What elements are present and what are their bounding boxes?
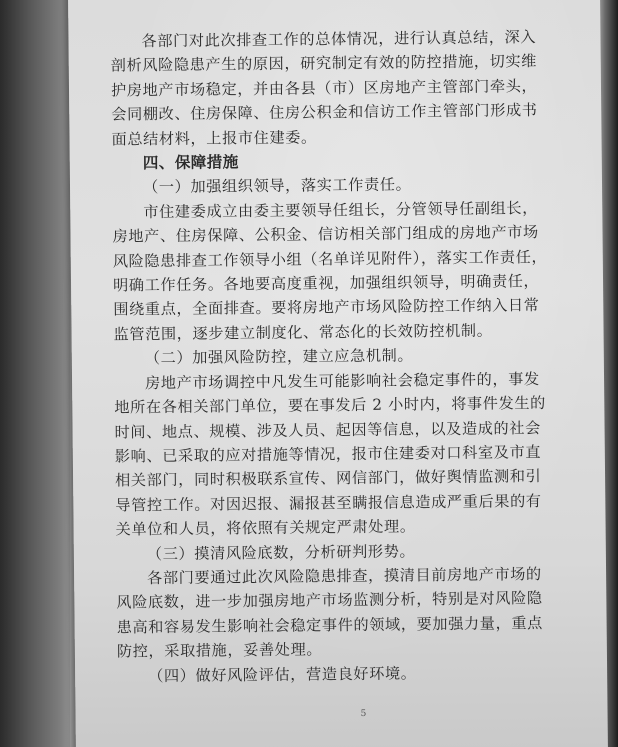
text-line: （一）加强组织领导，落实工作责任。 bbox=[142, 175, 412, 197]
text-line: 防控，采取措施，妥善处理。 bbox=[116, 640, 323, 661]
text-line: 围绕重点，全面排查。要将房地产市场风险防控工作纳入日常 bbox=[113, 296, 540, 320]
paragraph-summary bbox=[110, 25, 551, 152]
paragraph-risk-analysis bbox=[116, 562, 557, 664]
paragraph-organization bbox=[112, 196, 554, 347]
text-line: （四）做好风险评估，营造良好环境。 bbox=[148, 663, 417, 685]
paragraph-emergency bbox=[114, 367, 556, 542]
text-line: 市住建委成立由委主要领导任组长，分管领导任副组长， bbox=[143, 198, 539, 222]
text-line: 房地产、住房保障、公积金、信访相关部门组成的房地产市场 bbox=[112, 223, 539, 246]
text-line: 面总结材料，上报市住建委。 bbox=[111, 128, 317, 149]
page-number: 5 bbox=[360, 708, 367, 719]
document-body bbox=[110, 25, 557, 689]
text-line: 剖析风险隐患产生的原因，研究制定有效的防控措施，切实维 bbox=[110, 52, 538, 75]
text-line: 明确工作任务。各地要高度重视，加强组织领导，明确责任， bbox=[112, 272, 540, 295]
text-line: 监管范围，逐步建立制度化、常态化的长效防控机制。 bbox=[113, 321, 493, 344]
text-line: 影响、已采取的应对措施等情况，报市住建委对口科室及市直 bbox=[114, 442, 542, 466]
text-line: 导管控工作。对因迟报、漏报甚至瞒报信息造成严重后果的有 bbox=[115, 491, 542, 515]
text-line: 各部门要通过此次风险隐患排查，摸清目前房地产市场的 bbox=[147, 565, 542, 588]
text-line: 患高和容易发生影响社会稳定事件的领域，要加强力量，重点 bbox=[116, 613, 543, 637]
text-line: 会同棚改、住房保障、住房公积金和信访工作主管部门形成书 bbox=[111, 101, 538, 124]
paper-sheet bbox=[68, 0, 608, 747]
text-line: 护房地产市场稳定，并由各县（市）区房地产主管部门牵头， bbox=[110, 76, 538, 100]
text-line: 风险隐患排查工作领导小组（名单详见附件），落实工作责任， bbox=[112, 247, 548, 271]
text-line: 时间、地点、规模、涉及人员、起因等信息，以及造成的社会 bbox=[114, 418, 541, 442]
text-line: 相关部门，同时积极联系宣传、网信部门，做好舆情监测和引 bbox=[115, 467, 542, 490]
text-line: 关单位和人员，将依照有关规定严肃处理。 bbox=[115, 517, 416, 539]
text-line: 各部门对此次排查工作的总体情况，进行认真总结，深入 bbox=[141, 28, 537, 51]
text-line: 地所在各相关部门单位，要在事发后 2 小时内，将事件发生的 bbox=[114, 394, 546, 417]
subsection-title bbox=[117, 659, 557, 688]
heading-text: 四、保障措施 bbox=[142, 153, 239, 173]
left-background-edge bbox=[0, 0, 70, 747]
text-line: （三）摸清风险底数，分析研判形势。 bbox=[146, 541, 416, 563]
text-line: 风险底数，进一步加强房地产市场监测分析，特别是对风险隐 bbox=[116, 589, 543, 612]
text-line: （二）加强风险防控，建立应急机制。 bbox=[144, 346, 414, 368]
text-line: 房地产市场调控中凡发生可能影响社会稳定事件的，事发 bbox=[144, 369, 540, 392]
